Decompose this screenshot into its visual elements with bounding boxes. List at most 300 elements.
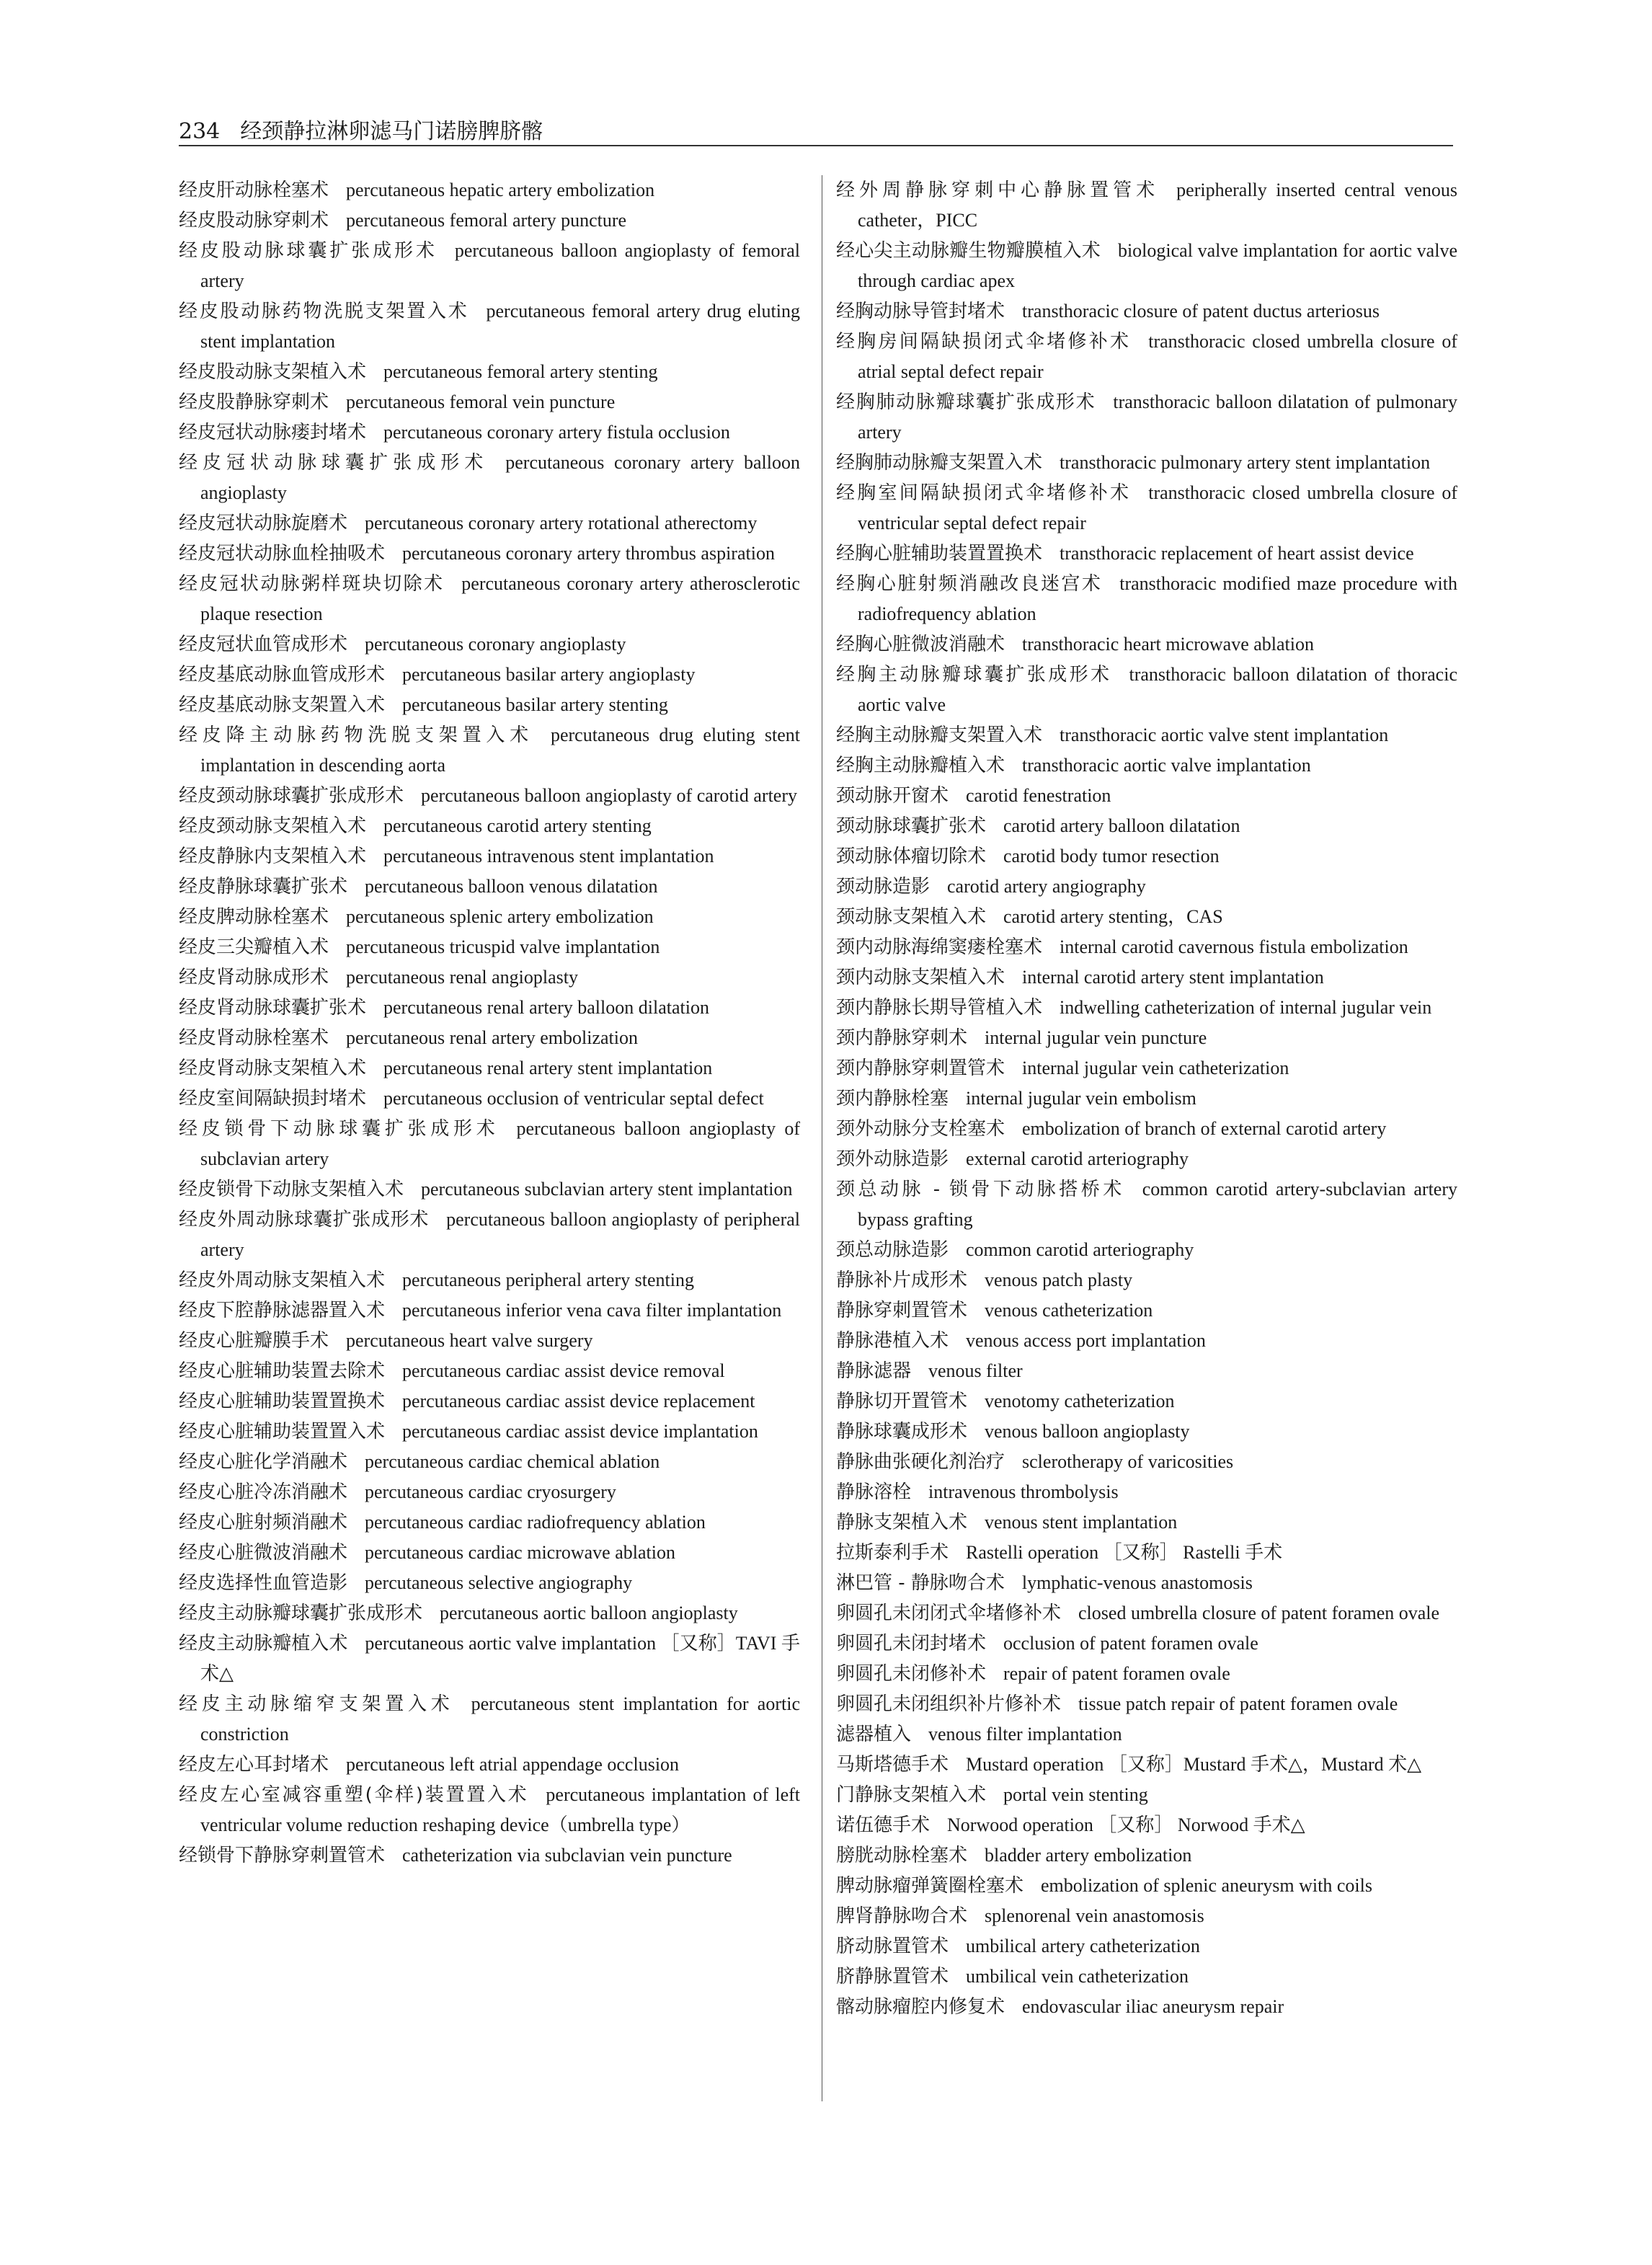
term-chinese: 经皮三尖瓣植入术	[179, 936, 329, 958]
term-english: percutaneous basilar artery angioplasty	[402, 664, 696, 685]
term-english: transthoracic balloon dilatation of pulmonary artery	[858, 391, 1457, 443]
glossary-entry	[836, 1689, 1457, 1719]
glossary-entry	[179, 690, 800, 720]
glossary-entry	[836, 296, 1457, 327]
term-chinese: 经胸心脏微波消融术	[836, 634, 1005, 655]
glossary-entry	[179, 660, 800, 690]
term-english: venous stent implantation	[985, 1512, 1178, 1533]
glossary-entry	[179, 1083, 800, 1114]
left-column	[179, 175, 800, 1871]
term-english: percutaneous femoral artery stenting	[383, 361, 658, 382]
glossary-entry	[836, 1265, 1457, 1295]
glossary-entry	[179, 1356, 800, 1386]
term-chinese: 经皮降主动脉药物洗脱支架置入术	[179, 724, 533, 746]
term-chinese: 经皮外周动脉支架植入术	[179, 1269, 386, 1291]
term-english: percutaneous basilar artery stenting	[402, 694, 668, 715]
glossary-entry	[836, 1174, 1457, 1235]
page-number: 234	[179, 119, 221, 144]
term-english: percutaneous tricuspid valve implantation	[346, 936, 660, 957]
glossary-entry	[179, 1295, 800, 1326]
glossary-entry	[836, 841, 1457, 872]
term-chinese: 经皮股动脉药物洗脱支架置入术	[179, 301, 469, 322]
term-chinese: 静脉穿刺置管术	[836, 1300, 968, 1321]
term-english: umbilical vein catheterization	[966, 1966, 1189, 1987]
term-english: percutaneous balloon angioplasty of subclavian artery	[200, 1118, 800, 1169]
glossary-entry	[179, 236, 800, 296]
glossary-entry	[179, 569, 800, 629]
glossary-entry	[836, 1780, 1457, 1810]
term-chinese: 经皮肾动脉成形术	[179, 967, 329, 988]
glossary-entry	[836, 569, 1457, 629]
glossary-entry	[836, 1235, 1457, 1265]
glossary-entry	[179, 1265, 800, 1295]
glossary-entry	[836, 811, 1457, 841]
term-chinese: 经皮心脏辅助装置去除术	[179, 1360, 386, 1382]
right-column	[836, 175, 1457, 2022]
term-english: percutaneous aortic valve implantation ［又称］TAVI 手术△	[200, 1633, 800, 1684]
term-english: embolization of splenic aneurysm with coils	[1041, 1875, 1372, 1896]
term-chinese: 脐静脉置管术	[836, 1966, 949, 1987]
term-chinese: 经皮室间隔缺损封堵术	[179, 1088, 367, 1109]
term-chinese: 颈内动脉海绵窦瘘栓塞术	[836, 936, 1043, 958]
term-chinese: 经锁骨下静脉穿刺置管术	[179, 1845, 386, 1866]
glossary-entry	[836, 1871, 1457, 1901]
glossary-entry	[179, 1507, 800, 1538]
term-chinese: 经皮颈动脉支架植入术	[179, 815, 367, 837]
glossary-entry	[179, 417, 800, 448]
term-english: percutaneous balloon angioplasty of peripheral artery	[200, 1209, 800, 1260]
term-english: percutaneous heart valve surgery	[346, 1330, 593, 1351]
term-chinese: 经皮左心室减容重塑(伞样)装置置入术	[179, 1784, 529, 1806]
term-chinese: 经皮冠状动脉旋磨术	[179, 513, 348, 534]
term-chinese: 卵圆孔未闭修补术	[836, 1663, 987, 1685]
term-english: carotid body tumor resection	[1003, 846, 1220, 866]
term-english: percutaneous cardiac assist device implantation	[402, 1421, 758, 1442]
term-chinese: 经皮颈动脉球囊扩张成形术	[179, 785, 404, 807]
term-english: transthoracic aortic valve implantation	[1022, 755, 1311, 776]
term-chinese: 颈内静脉长期导管植入术	[836, 997, 1043, 1019]
glossary-entry	[836, 1962, 1457, 1992]
term-english: percutaneous hepatic artery embolization	[346, 179, 655, 200]
term-english: venous access port implantation	[966, 1330, 1206, 1351]
glossary-entry	[836, 1447, 1457, 1477]
glossary-entry	[179, 357, 800, 387]
glossary-entry	[836, 1538, 1457, 1568]
term-english: Norwood operation ［又称］ Norwood 手术△	[947, 1814, 1305, 1835]
glossary-entry	[179, 720, 800, 781]
glossary-entry	[179, 1386, 800, 1417]
term-chinese: 经皮股静脉穿刺术	[179, 391, 329, 413]
glossary-entry	[836, 1719, 1457, 1750]
term-chinese: 经皮左心耳封堵术	[179, 1754, 329, 1776]
term-chinese: 颈动脉支架植入术	[836, 906, 987, 928]
term-chinese: 颈总动脉造影	[836, 1239, 949, 1261]
term-english: external carotid arteriography	[966, 1148, 1189, 1169]
term-english: percutaneous cardiac assist device removal	[402, 1360, 725, 1381]
glossary-entry	[179, 1598, 800, 1628]
term-english: indwelling catheterization of internal jugular vein	[1060, 997, 1432, 1018]
glossary-entry	[179, 538, 800, 569]
term-english: carotid fenestration	[966, 785, 1111, 806]
term-chinese: 经皮心脏射频消融术	[179, 1512, 348, 1533]
glossary-entry	[179, 902, 800, 932]
glossary-entry	[179, 1114, 800, 1174]
term-chinese: 经皮脾动脉栓塞术	[179, 906, 329, 928]
term-chinese: 经心尖主动脉瓣生物瓣膜植入术	[836, 240, 1101, 262]
term-english: umbilical artery catheterization	[966, 1936, 1200, 1956]
term-chinese: 经皮心脏辅助装置置换术	[179, 1391, 386, 1412]
term-english: embolization of branch of external carotid artery	[1022, 1118, 1387, 1139]
term-chinese: 静脉球囊成形术	[836, 1421, 968, 1442]
glossary-entry	[179, 1780, 800, 1840]
glossary-entry	[179, 1053, 800, 1083]
term-english: percutaneous coronary angioplasty	[365, 634, 626, 655]
term-english: tissue patch repair of patent foramen ovale	[1078, 1693, 1398, 1714]
glossary-entry	[836, 1628, 1457, 1659]
term-chinese: 静脉切开置管术	[836, 1391, 968, 1412]
term-chinese: 膀胱动脉栓塞术	[836, 1845, 968, 1866]
term-chinese: 经皮锁骨下动脉球囊扩张成形术	[179, 1118, 499, 1140]
term-english: percutaneous cardiac radiofrequency ablation	[365, 1512, 706, 1533]
term-english: percutaneous selective angiography	[365, 1572, 633, 1593]
term-english: percutaneous coronary artery balloon angioplasty	[200, 452, 800, 503]
term-chinese: 颈内动脉支架植入术	[836, 967, 1005, 988]
term-chinese: 经皮冠状动脉球囊扩张成形术	[179, 452, 489, 474]
glossary-entry	[836, 448, 1457, 478]
term-chinese: 经胸主动脉瓣支架置入术	[836, 724, 1043, 746]
term-english: percutaneous coronary artery fistula occlusion	[383, 422, 730, 443]
term-english: percutaneous balloon angioplasty of carotid artery	[421, 785, 797, 806]
term-chinese: 经皮肾动脉支架植入术	[179, 1058, 367, 1079]
term-chinese: 经皮肾动脉球囊扩张术	[179, 997, 367, 1019]
term-chinese: 脐动脉置管术	[836, 1936, 949, 1957]
term-english: percutaneous femoral artery puncture	[346, 210, 627, 231]
term-english: transthoracic balloon dilatation of thoracic aortic valve	[858, 664, 1457, 715]
term-chinese: 经皮静脉内支架植入术	[179, 846, 367, 867]
term-chinese: 经皮股动脉穿刺术	[179, 210, 329, 231]
term-chinese: 经胸房间隔缺损闭式伞堵修补术	[836, 331, 1132, 353]
glossary-entry	[836, 236, 1457, 296]
term-english: internal carotid cavernous fistula embolization	[1060, 936, 1408, 957]
term-english: carotid artery angiography	[947, 876, 1146, 897]
term-english: percutaneous coronary artery thrombus aspiration	[402, 543, 775, 564]
glossary-entry	[179, 508, 800, 538]
page-header	[179, 108, 1453, 144]
term-english: lymphatic-venous anastomosis	[1021, 1572, 1253, 1593]
glossary-entry	[836, 993, 1457, 1023]
glossary-entry	[836, 1053, 1457, 1083]
term-english: internal jugular vein catheterization	[1022, 1058, 1289, 1078]
term-chinese: 马斯塔德手术	[836, 1754, 949, 1776]
term-english: venous filter	[928, 1360, 1023, 1381]
term-chinese: 静脉滤器	[836, 1360, 912, 1382]
term-chinese: 静脉港植入术	[836, 1330, 949, 1352]
glossary-entry	[836, 1931, 1457, 1962]
glossary-entry	[179, 872, 800, 902]
glossary-entry	[836, 1023, 1457, 1053]
term-english: internal jugular vein puncture	[985, 1027, 1207, 1048]
term-english: percutaneous drug eluting stent implantation in descending aorta	[200, 724, 800, 776]
glossary-entry	[836, 1659, 1457, 1689]
glossary-entry	[836, 872, 1457, 902]
glossary-entry	[836, 1598, 1457, 1628]
term-english: transthoracic modified maze procedure with radiofrequency ablation	[858, 573, 1457, 624]
term-english: percutaneous balloon angioplasty of femoral artery	[200, 240, 800, 291]
glossary-entry	[836, 720, 1457, 750]
term-english: transthoracic aortic valve stent implantation	[1060, 724, 1389, 745]
glossary-entry	[179, 205, 800, 236]
term-chinese: 卵圆孔未闭组织补片修补术	[836, 1693, 1062, 1715]
term-english: portal vein stenting	[1003, 1784, 1148, 1805]
term-chinese: 经胸动脉导管封堵术	[836, 301, 1005, 322]
glossary-entry	[179, 962, 800, 993]
term-chinese: 经外周静脉穿刺中心静脉置管术	[836, 179, 1160, 201]
term-english: percutaneous renal artery stent implantation	[383, 1058, 713, 1078]
term-chinese: 经皮主动脉缩窄支架置入术	[179, 1693, 454, 1715]
term-chinese: 经皮基底动脉支架置入术	[179, 694, 386, 716]
term-english: biological valve implantation for aortic valve through cardiac apex	[858, 240, 1457, 291]
term-english: percutaneous peripheral artery stenting	[402, 1269, 695, 1290]
term-english: transthoracic closed umbrella closure of ventricular septal defect repair	[858, 482, 1457, 533]
term-english: common carotid artery-subclavian artery bypass grafting	[858, 1179, 1457, 1230]
term-english: percutaneous occlusion of ventricular septal defect	[383, 1088, 764, 1109]
term-chinese: 颈内静脉穿刺置管术	[836, 1058, 1005, 1079]
term-english: peripherally inserted central venous catheter，PICC	[858, 179, 1457, 231]
term-chinese: 颈动脉造影	[836, 876, 931, 897]
term-chinese: 经胸主动脉瓣球囊扩张成形术	[836, 664, 1112, 686]
glossary-entry	[836, 932, 1457, 962]
term-english: percutaneous cardiac microwave ablation	[365, 1542, 675, 1563]
term-english: percutaneous intravenous stent implantation	[383, 846, 714, 866]
glossary-entry	[179, 448, 800, 508]
glossary-entry	[836, 1386, 1457, 1417]
term-english: sclerotherapy of varicosities	[1022, 1451, 1234, 1472]
glossary-entry	[836, 1144, 1457, 1174]
term-english: percutaneous aortic balloon angioplasty	[440, 1603, 738, 1623]
glossary-entry	[179, 1326, 800, 1356]
term-chinese: 静脉溶栓	[836, 1481, 912, 1503]
term-chinese: 卵圆孔未闭封堵术	[836, 1633, 987, 1654]
glossary-entry	[179, 1205, 800, 1265]
term-chinese: 经皮锁骨下动脉支架植入术	[179, 1179, 404, 1200]
glossary-entry	[179, 1417, 800, 1447]
term-english: venotomy catheterization	[985, 1391, 1175, 1411]
glossary-entry	[836, 478, 1457, 538]
glossary-entry	[836, 327, 1457, 387]
term-english: carotid artery stenting，CAS	[1003, 906, 1223, 927]
term-chinese: 脾肾静脉吻合术	[836, 1905, 968, 1927]
term-english: Mustard operation ［又称］Mustard 手术△，Mustard 术△	[966, 1754, 1422, 1775]
term-english: percutaneous left atrial appendage occlusion	[346, 1754, 680, 1775]
glossary-entry	[836, 660, 1457, 720]
glossary-entry	[179, 1568, 800, 1598]
glossary-entry	[179, 387, 800, 417]
term-english: percutaneous stent implantation for aortic constriction	[200, 1693, 800, 1745]
glossary-entry	[836, 1295, 1457, 1326]
term-english: percutaneous renal angioplasty	[346, 967, 579, 988]
term-english: internal carotid artery stent implantation	[1022, 967, 1324, 988]
term-chinese: 淋巴管 - 静脉吻合术	[836, 1572, 1005, 1594]
section-title: 经颈静拉淋卵滤马门诺膀脾脐髂	[240, 119, 543, 144]
glossary-entry	[836, 1114, 1457, 1144]
glossary-entry	[179, 1447, 800, 1477]
glossary-entry	[179, 1689, 800, 1750]
term-english: percutaneous renal artery embolization	[346, 1027, 638, 1048]
term-chinese: 颈内静脉穿刺术	[836, 1027, 968, 1049]
glossary-entry	[836, 1901, 1457, 1931]
term-chinese: 颈外动脉造影	[836, 1148, 949, 1170]
term-chinese: 经皮选择性血管造影	[179, 1572, 348, 1594]
glossary-entry	[179, 175, 800, 205]
glossary-entry	[179, 1750, 800, 1780]
glossary-entry	[836, 1992, 1457, 2022]
glossary-entry	[179, 811, 800, 841]
glossary-entry	[179, 1477, 800, 1507]
term-chinese: 拉斯泰利手术	[836, 1542, 949, 1564]
term-chinese: 经胸肺动脉瓣球囊扩张成形术	[836, 391, 1096, 413]
term-chinese: 经皮心脏微波消融术	[179, 1542, 348, 1564]
term-english: percutaneous cardiac chemical ablation	[365, 1451, 660, 1472]
term-chinese: 经皮心脏冷冻消融术	[179, 1481, 348, 1503]
term-chinese: 颈内静脉栓塞	[836, 1088, 949, 1109]
term-english: venous filter implantation	[928, 1724, 1122, 1745]
term-english: venous catheterization	[985, 1300, 1153, 1321]
glossary-entry	[179, 1023, 800, 1053]
term-chinese: 门静脉支架植入术	[836, 1784, 987, 1806]
term-english: intravenous thrombolysis	[928, 1481, 1119, 1502]
glossary-entry	[836, 962, 1457, 993]
term-chinese: 脾动脉瘤弹簧圈栓塞术	[836, 1875, 1024, 1897]
term-english: percutaneous coronary artery atherosclerotic plaque resection	[200, 573, 800, 624]
term-chinese: 经皮心脏化学消融术	[179, 1451, 348, 1473]
term-chinese: 颈动脉开窗术	[836, 785, 949, 807]
term-chinese: 经皮主动脉瓣球囊扩张成形术	[179, 1603, 423, 1624]
header-divider	[179, 145, 1453, 146]
glossary-entry	[836, 1750, 1457, 1780]
glossary-entry	[179, 296, 800, 357]
term-chinese: 颈外动脉分支栓塞术	[836, 1118, 1005, 1140]
term-chinese: 静脉曲张硬化剂治疗	[836, 1451, 1005, 1473]
term-english: percutaneous renal artery balloon dilatation	[383, 997, 709, 1018]
glossary-entry	[179, 1538, 800, 1568]
term-english: venous balloon angioplasty	[985, 1421, 1190, 1442]
glossary-entry	[836, 538, 1457, 569]
glossary-entry	[179, 629, 800, 660]
term-english: splenorenal vein anastomosis	[985, 1905, 1204, 1926]
glossary-entry	[836, 1507, 1457, 1538]
glossary-entry	[179, 993, 800, 1023]
term-chinese: 经皮冠状动脉血栓抽吸术	[179, 543, 386, 564]
glossary-entry	[836, 1568, 1457, 1598]
term-english: closed umbrella closure of patent foramen ovale	[1078, 1603, 1440, 1623]
term-chinese: 髂动脉瘤腔内修复术	[836, 1996, 1005, 2018]
term-english: percutaneous cardiac cryosurgery	[365, 1481, 616, 1502]
term-english: percutaneous inferior vena cava filter implantation	[402, 1300, 782, 1321]
term-chinese: 经皮肾动脉栓塞术	[179, 1027, 329, 1049]
glossary-entry	[179, 932, 800, 962]
term-english: bladder artery embolization	[985, 1845, 1192, 1866]
glossary-entry	[836, 1417, 1457, 1447]
term-english: percutaneous femoral vein puncture	[346, 391, 616, 412]
term-chinese: 经皮外周动脉球囊扩张成形术	[179, 1209, 430, 1231]
term-english: percutaneous cardiac assist device replacement	[402, 1391, 755, 1411]
glossary-entry	[179, 1840, 800, 1871]
term-chinese: 颈动脉体瘤切除术	[836, 846, 987, 867]
glossary-entry	[179, 1174, 800, 1205]
term-chinese: 静脉支架植入术	[836, 1512, 968, 1533]
glossary-entry	[836, 750, 1457, 781]
glossary-entry	[836, 1326, 1457, 1356]
term-english: transthoracic closed umbrella closure of atrial septal defect repair	[858, 331, 1457, 382]
term-english: repair of patent foramen ovale	[1003, 1663, 1230, 1684]
term-chinese: 经皮心脏辅助装置置入术	[179, 1421, 386, 1442]
glossary-entry	[836, 175, 1457, 236]
term-english: percutaneous balloon venous dilatation	[365, 876, 658, 897]
term-chinese: 经胸室间隔缺损闭式伞堵修补术	[836, 482, 1132, 504]
term-chinese: 卵圆孔未闭闭式伞堵修补术	[836, 1603, 1062, 1624]
glossary-entry	[179, 841, 800, 872]
term-chinese: 经皮基底动脉血管成形术	[179, 664, 386, 686]
term-english: venous patch plasty	[985, 1269, 1133, 1290]
term-english: Rastelli operation ［又称］ Rastelli 手术	[966, 1542, 1283, 1563]
term-english: percutaneous splenic artery embolization	[346, 906, 654, 927]
glossary-entry	[836, 1840, 1457, 1871]
glossary-entry	[836, 1083, 1457, 1114]
glossary-entry	[179, 1628, 800, 1689]
term-chinese: 经皮冠状动脉瘘封堵术	[179, 422, 367, 443]
term-english: percutaneous implantation of left ventricular volume reduction reshaping device（umbrella type）	[200, 1784, 800, 1835]
term-chinese: 经皮冠状动脉粥样斑块切除术	[179, 573, 445, 595]
term-english: percutaneous coronary artery rotational atherectomy	[365, 513, 758, 533]
term-chinese: 经胸心脏射频消融改良迷宫术	[836, 573, 1103, 595]
glossary-entry	[836, 387, 1457, 448]
glossary-entry	[836, 1356, 1457, 1386]
term-english: occlusion of patent foramen ovale	[1003, 1633, 1258, 1654]
term-english: transthoracic replacement of heart assist device	[1060, 543, 1414, 564]
term-chinese: 静脉补片成形术	[836, 1269, 968, 1291]
term-chinese: 经皮静脉球囊扩张术	[179, 876, 348, 897]
term-english: transthoracic pulmonary artery stent implantation	[1060, 452, 1431, 473]
term-english: internal jugular vein embolism	[966, 1088, 1196, 1109]
term-chinese: 经皮股动脉球囊扩张成形术	[179, 240, 438, 262]
term-chinese: 经胸心脏辅助装置置换术	[836, 543, 1043, 564]
term-english: transthoracic closure of patent ductus arteriosus	[1022, 301, 1380, 322]
term-chinese: 经胸肺动脉瓣支架置入术	[836, 452, 1043, 474]
glossary-entry	[179, 781, 800, 811]
term-english: common carotid arteriography	[966, 1239, 1194, 1260]
term-english: carotid artery balloon dilatation	[1003, 815, 1240, 836]
term-english: endovascular iliac aneurysm repair	[1022, 1996, 1284, 2017]
term-chinese: 经皮肝动脉栓塞术	[179, 179, 329, 201]
term-chinese: 经皮下腔静脉滤器置入术	[179, 1300, 386, 1321]
term-chinese: 颈总动脉 - 锁骨下动脉搭桥术	[836, 1179, 1125, 1200]
term-chinese: 滤器植入	[836, 1724, 912, 1745]
term-chinese: 经胸主动脉瓣植入术	[836, 755, 1005, 776]
term-english: percutaneous femoral artery drug eluting stent implantation	[200, 301, 800, 352]
term-english: catheterization via subclavian vein puncture	[402, 1845, 732, 1866]
glossary-entry	[836, 1810, 1457, 1840]
term-chinese: 经皮股动脉支架植入术	[179, 361, 367, 383]
term-english: percutaneous subclavian artery stent implantation	[421, 1179, 793, 1200]
term-chinese: 经皮冠状血管成形术	[179, 634, 348, 655]
glossary-entry	[836, 1477, 1457, 1507]
term-english: percutaneous carotid artery stenting	[383, 815, 652, 836]
glossary-entry	[836, 781, 1457, 811]
term-chinese: 经皮心脏瓣膜手术	[179, 1330, 329, 1352]
glossary-entry	[836, 902, 1457, 932]
glossary-entry	[836, 629, 1457, 660]
term-english: transthoracic heart microwave ablation	[1022, 634, 1314, 655]
